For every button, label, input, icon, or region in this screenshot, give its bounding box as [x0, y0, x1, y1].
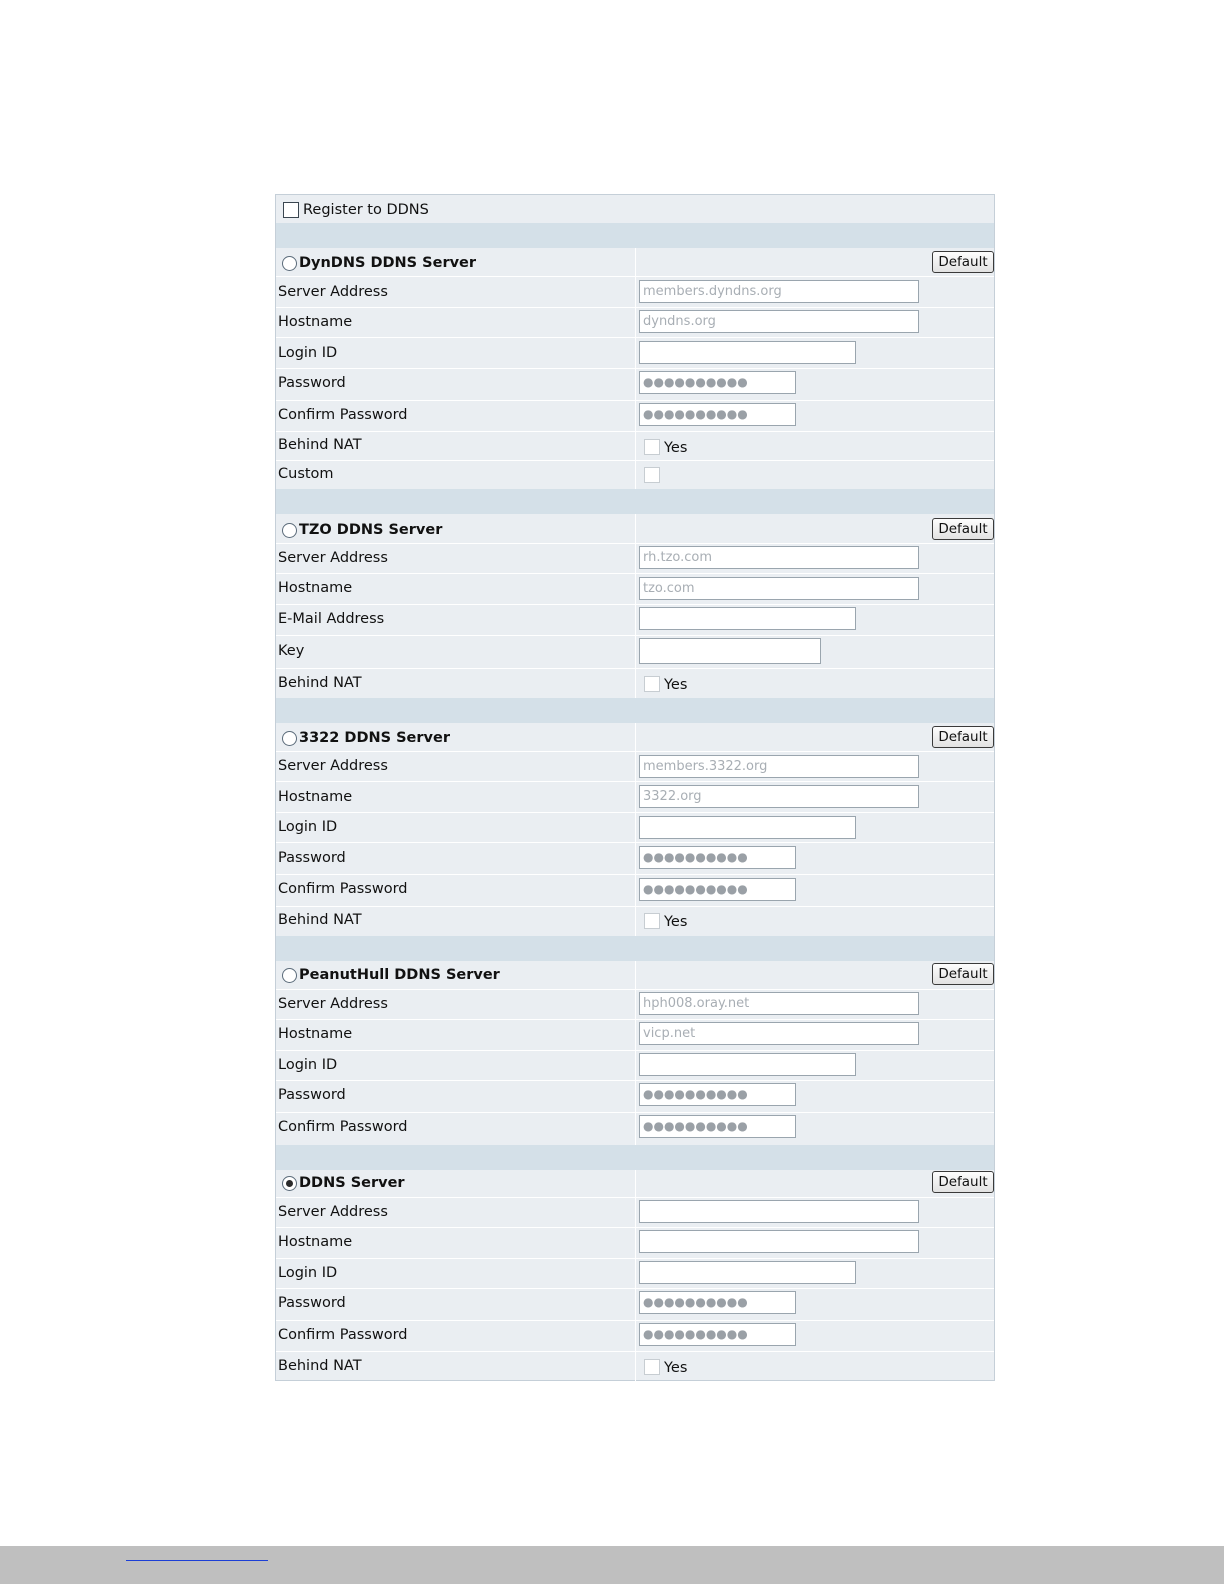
tzo-server-address-label: Server Address: [278, 550, 388, 566]
s3322-hostname-input[interactable]: [639, 785, 919, 808]
s3322-hostname-label: Hostname: [278, 789, 353, 805]
s3322-section-title: [282, 729, 450, 747]
s3322-nat-checkbox[interactable]: [644, 913, 660, 929]
custom-password-input[interactable]: ●●●●●●●●●●: [639, 1291, 796, 1314]
peanut-password-label: Password: [278, 1087, 346, 1103]
dyndns-section-title: [282, 254, 476, 272]
custom-nat-label: Behind NAT: [278, 1358, 362, 1374]
dyndns-login-input[interactable]: [639, 341, 856, 364]
section-separator: [276, 223, 994, 248]
peanut-login-label: Login ID: [278, 1057, 338, 1073]
section-separator: [276, 489, 994, 514]
dyndns-password-input[interactable]: ●●●●●●●●●●: [639, 371, 796, 394]
page-footer-bar: [0, 1546, 1224, 1584]
dyndns-default-button[interactable]: Default: [932, 251, 994, 273]
s3322-password-label: Password: [278, 850, 346, 866]
dyndns-custom-label: Custom: [278, 466, 334, 482]
custom-ddns-default-button[interactable]: Default: [932, 1171, 994, 1193]
s3322-confirm-input[interactable]: ●●●●●●●●●●: [639, 878, 796, 901]
dyndns-radio[interactable]: [282, 256, 297, 271]
peanut-login-input[interactable]: [639, 1053, 856, 1076]
custom-server-address-input[interactable]: [639, 1200, 919, 1223]
tzo-server-address-input[interactable]: [639, 546, 919, 569]
peanut-section-title: [282, 966, 500, 984]
s3322-confirm-label: Confirm Password: [278, 881, 408, 897]
dyndns-nat-checkbox[interactable]: [644, 439, 660, 455]
custom-ddns-section-title: [282, 1174, 405, 1192]
dyndns-hostname-label: Hostname: [278, 314, 353, 330]
tzo-nat-label: Behind NAT: [278, 675, 362, 691]
s3322-nat-label: Behind NAT: [278, 912, 362, 928]
tzo-key-input[interactable]: [639, 638, 821, 664]
custom-ddns-radio[interactable]: [282, 1176, 297, 1191]
peanut-title-text: PeanutHull DDNS Server: [299, 967, 500, 983]
peanut-server-address-input[interactable]: [639, 992, 919, 1015]
peanut-password-input[interactable]: ●●●●●●●●●●: [639, 1083, 796, 1106]
peanut-hostname-input[interactable]: [639, 1022, 919, 1045]
s3322-radio[interactable]: [282, 731, 297, 746]
tzo-radio[interactable]: [282, 523, 297, 538]
custom-server-address-label: Server Address: [278, 1204, 388, 1220]
dyndns-server-address-label: Server Address: [278, 284, 388, 300]
custom-login-label: Login ID: [278, 1265, 338, 1281]
dyndns-login-label: Login ID: [278, 345, 338, 361]
section-separator: [276, 936, 994, 961]
dyndns-nat-label: Behind NAT: [278, 437, 362, 453]
register-ddns-label: Register to DDNS: [303, 202, 429, 218]
column-divider: [635, 1170, 636, 1381]
tzo-title-text: TZO DDNS Server: [299, 522, 443, 538]
peanut-confirm-label: Confirm Password: [278, 1119, 408, 1135]
footer-link[interactable]: [126, 1546, 268, 1561]
custom-confirm-input[interactable]: ●●●●●●●●●●: [639, 1323, 796, 1346]
dyndns-confirm-input[interactable]: ●●●●●●●●●●: [639, 403, 796, 426]
custom-hostname-label: Hostname: [278, 1234, 353, 1250]
custom-nat-yes-label: Yes: [664, 1360, 688, 1376]
peanut-confirm-input[interactable]: ●●●●●●●●●●: [639, 1115, 796, 1138]
s3322-login-input[interactable]: [639, 816, 856, 839]
custom-confirm-label: Confirm Password: [278, 1327, 408, 1343]
custom-nat-checkbox[interactable]: [644, 1359, 660, 1375]
dyndns-custom-checkbox[interactable]: [644, 467, 660, 483]
tzo-nat-checkbox[interactable]: [644, 676, 660, 692]
s3322-nat-yes-label: Yes: [664, 914, 688, 930]
custom-hostname-input[interactable]: [639, 1230, 919, 1253]
ddns-settings-panel: [275, 194, 995, 1381]
s3322-server-address-label: Server Address: [278, 758, 388, 774]
s3322-default-button[interactable]: Default: [932, 726, 994, 748]
tzo-default-button[interactable]: Default: [932, 518, 994, 540]
custom-ddns-title-text: DDNS Server: [299, 1175, 405, 1191]
tzo-section-title: [282, 521, 442, 539]
peanut-server-address-label: Server Address: [278, 996, 388, 1012]
custom-password-label: Password: [278, 1295, 346, 1311]
custom-login-input[interactable]: [639, 1261, 856, 1284]
peanut-hostname-label: Hostname: [278, 1026, 353, 1042]
tzo-hostname-label: Hostname: [278, 580, 353, 596]
register-ddns-checkbox[interactable]: [283, 202, 299, 218]
s3322-title-text: 3322 DDNS Server: [299, 730, 450, 746]
s3322-login-label: Login ID: [278, 819, 338, 835]
tzo-key-label: Key: [278, 643, 305, 659]
s3322-password-input[interactable]: ●●●●●●●●●●: [639, 846, 796, 869]
section-separator: [276, 1145, 994, 1170]
dyndns-hostname-input[interactable]: [639, 310, 919, 333]
tzo-email-input[interactable]: [639, 607, 856, 630]
peanut-radio[interactable]: [282, 968, 297, 983]
dyndns-confirm-label: Confirm Password: [278, 407, 408, 423]
dyndns-nat-yes-label: Yes: [664, 440, 688, 456]
section-separator: [276, 698, 994, 723]
s3322-server-address-input[interactable]: [639, 755, 919, 778]
tzo-email-label: E-Mail Address: [278, 611, 385, 627]
column-divider: [635, 723, 636, 936]
tzo-hostname-input[interactable]: [639, 577, 919, 600]
dyndns-password-label: Password: [278, 375, 346, 391]
dyndns-title-text: DynDNS DDNS Server: [299, 255, 477, 271]
tzo-nat-yes-label: Yes: [664, 677, 688, 693]
peanut-default-button[interactable]: Default: [932, 963, 994, 985]
column-divider: [635, 514, 636, 698]
dyndns-server-address-input[interactable]: [639, 280, 919, 303]
